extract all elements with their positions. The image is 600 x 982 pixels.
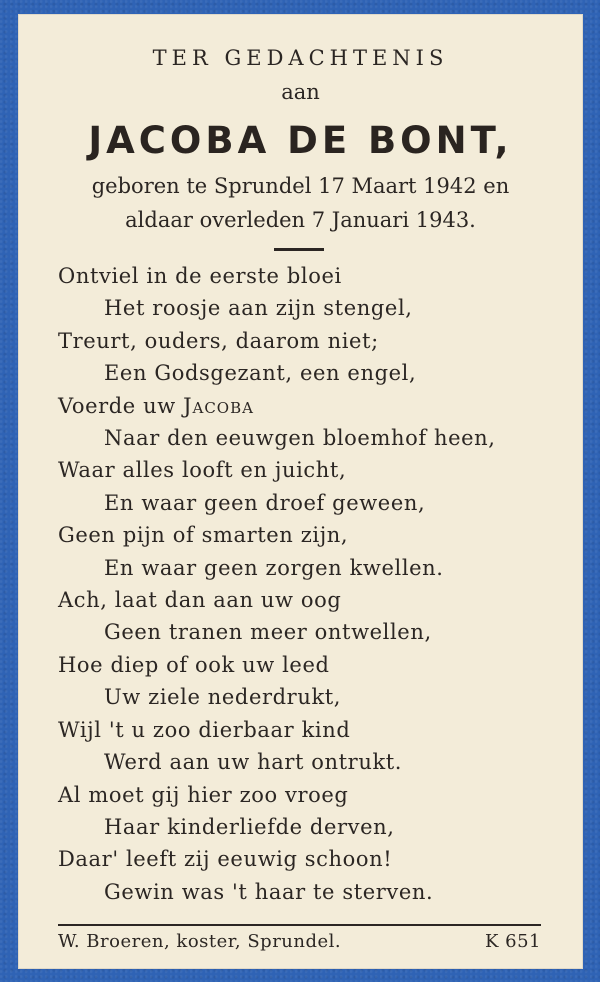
divider-short — [274, 248, 324, 251]
poem-line: En waar geen droef geween, — [104, 490, 426, 515]
poem-line: Naar den eeuwgen bloemhof heen, — [104, 426, 496, 451]
poem-line-prefix: Voerde uw — [58, 393, 176, 418]
poem-line: Ontviel in de eerste bloei — [58, 264, 342, 288]
poem-line: Hoe diep of ook uw leed — [58, 652, 330, 677]
poem-child-name: Jacoba — [183, 393, 254, 418]
memorial-heading: TER GEDACHTENIS — [152, 46, 449, 70]
deceased-name: JACOBA DE BONT, — [88, 119, 513, 162]
poem-line: Waar alles looft en juicht, — [58, 458, 347, 483]
poem-line: Een Godsgezant, een engel, — [104, 361, 417, 386]
poem-line: Uw ziele nederdrukt, — [104, 685, 342, 710]
poem-line: Gewin was 't haar te sterven. — [104, 879, 434, 904]
dedication-word: aan — [281, 80, 320, 104]
card-code: K 651 — [484, 931, 541, 952]
poem-line: Werd aan uw hart ontrukt. — [104, 750, 403, 775]
poem-line: Geen pijn of smarten zijn, — [58, 523, 349, 548]
poem-line: En waar geen zorgen kwellen. — [104, 555, 444, 580]
birth-line: geboren te Sprundel 17 Maart 1942 en — [91, 174, 510, 198]
poem-line: Ach, laat dan aan uw oog — [58, 588, 342, 613]
death-line: aldaar overleden 7 Januari 1943. — [125, 208, 476, 232]
poem-line: Wijl 't u zoo dierbaar kind — [58, 717, 351, 742]
printer-credit: W. Broeren, koster, Sprundel. — [58, 931, 342, 952]
memorial-card — [18, 14, 583, 969]
poem-line — [58, 390, 578, 422]
poem-line: Treurt, ouders, daarom niet; — [58, 328, 379, 353]
poem-line: Het roosje aan zijn stengel, — [104, 296, 413, 321]
poem-line: Al moet gij hier zoo vroeg — [58, 782, 349, 807]
divider-long — [58, 924, 541, 926]
poem — [58, 260, 578, 908]
poem-line: Geen tranen meer ontwellen, — [104, 620, 432, 645]
poem-line: Daar' leeft zij eeuwig schoon! — [58, 847, 393, 872]
poem-line: Haar kinderliefde derven, — [104, 814, 395, 839]
